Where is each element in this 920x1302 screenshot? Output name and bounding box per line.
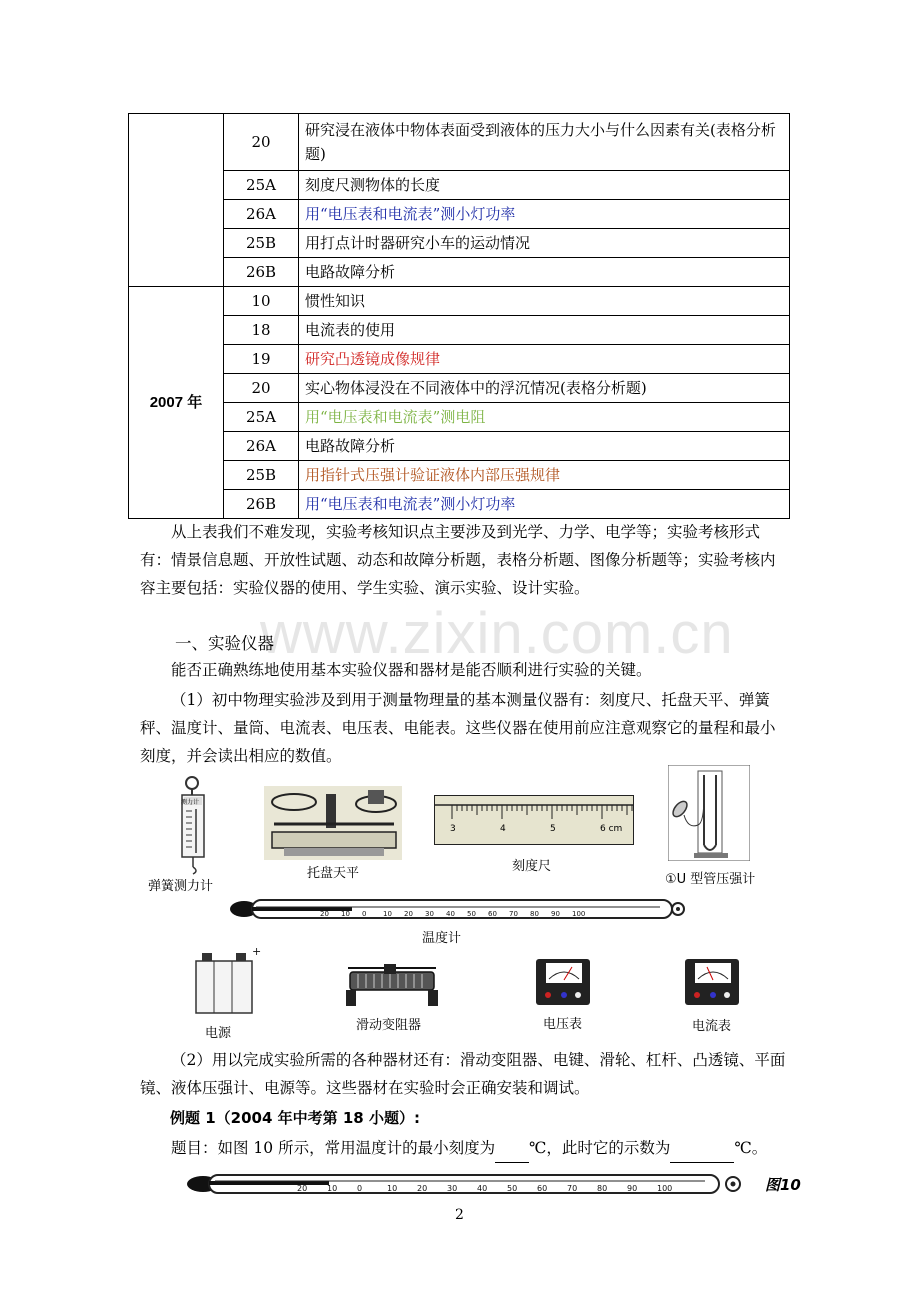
watermark: www.zixin.com.cn: [260, 601, 734, 666]
table-row: [129, 432, 790, 461]
table-row: [129, 287, 790, 316]
question-number: 10: [224, 287, 299, 316]
question-topic: 刻度尺测物体的长度: [299, 171, 790, 200]
question-number: 25B: [224, 229, 299, 258]
scale-tick-label: 50: [507, 1184, 518, 1193]
question-number: 26B: [224, 258, 299, 287]
question-topic: 用“电压表和电流表”测小灯功率: [299, 490, 790, 519]
rheostat-label: 滑动变阻器: [356, 1018, 422, 1033]
scale-tick-label: 10: [327, 1184, 338, 1193]
battery-figure: [192, 947, 262, 1015]
scale-tick-label: 20: [417, 1184, 428, 1193]
u-tube-figure: [668, 765, 750, 861]
voltmeter-label: 电压表: [543, 1017, 583, 1032]
scale-tick-label: 10: [341, 910, 350, 918]
question-topic: 研究凸透镜成像规律: [299, 345, 790, 374]
scale-tick-label: 100: [572, 910, 586, 918]
scale-tick-label: 20: [320, 910, 329, 918]
scale-tick-label: 20: [404, 910, 413, 918]
question-topic: 用“电压表和电流表”测电阻: [299, 403, 790, 432]
answer-blank-reading[interactable]: [670, 1134, 734, 1163]
scale-tick-label: 90: [551, 910, 560, 918]
ruler-tick-label: 6 cm: [600, 824, 623, 834]
intro-paragraph: 能否正确熟练地使用基本实验仪器和器材是能否顺利进行实验的关键。: [171, 661, 652, 679]
question-topic: 电路故障分析: [299, 258, 790, 287]
question-number: 20: [224, 114, 299, 171]
question-number: 25A: [224, 171, 299, 200]
question-number: 19: [224, 345, 299, 374]
ruler-tick-label: 4: [500, 824, 506, 834]
table-row: [129, 258, 790, 287]
question-topic: 用“电压表和电流表”测小灯功率: [299, 200, 790, 229]
table-row: [129, 200, 790, 229]
scale-tick-label: 0: [357, 1184, 363, 1193]
point2-paragraph: （2）用以完成实验所需的各种器材还有：滑动变阻器、电键、滑轮、杠杆、凸透镜、平面镜、液体压强计、电源等。这些器材在实验时会正确安装和调试。: [140, 1051, 786, 1097]
ruler-figure: [434, 795, 634, 845]
table-row: [129, 403, 790, 432]
scale-tick-label: 100: [657, 1184, 673, 1193]
year-cell-empty: [129, 114, 224, 287]
question-number: 25A: [224, 403, 299, 432]
scale-tick-label: 10: [383, 910, 392, 918]
scale-tick-label: 80: [597, 1184, 608, 1193]
question-topic: 用指针式压强计验证液体内部压强规律: [299, 461, 790, 490]
scale-tick-label: 50: [467, 910, 476, 918]
question-number: 26A: [224, 200, 299, 229]
question-text-end: ℃。: [734, 1139, 768, 1157]
ammeter-figure: [683, 953, 741, 1007]
scale-tick-label: 70: [509, 910, 518, 918]
table-row: [129, 461, 790, 490]
table-row: [129, 229, 790, 258]
year-cell: 2007 年: [129, 287, 224, 519]
question-number: 26B: [224, 490, 299, 519]
answer-blank-min-scale[interactable]: [495, 1134, 529, 1163]
question-number: 26A: [224, 432, 299, 461]
scale-tick-label: 30: [447, 1184, 458, 1193]
page-number: 2: [455, 1207, 464, 1223]
question-text-middle: ℃，此时它的示数为: [529, 1139, 671, 1157]
ruler-tick-label: 3: [450, 824, 456, 834]
scale-tick-label: 20: [297, 1184, 308, 1193]
scale-tick-label: 40: [446, 910, 455, 918]
spring-scale-label: 弹簧测力计: [148, 879, 214, 894]
spring-scale-figure: [170, 775, 230, 875]
ammeter-label: 电流表: [692, 1019, 732, 1034]
spring-scale-face-label: 测力计: [181, 799, 200, 806]
question-number: 25B: [224, 461, 299, 490]
question-topic: 用打点计时器研究小车的运动情况: [299, 229, 790, 258]
scale-tick-label: 10: [387, 1184, 398, 1193]
exam-table: [128, 113, 790, 519]
scale-tick-label: 80: [530, 910, 539, 918]
table-row: [129, 374, 790, 403]
scale-tick-label: 60: [488, 910, 497, 918]
rheostat-figure: [344, 964, 440, 1010]
section-title: 一、实验仪器: [175, 634, 274, 653]
question-number: 18: [224, 316, 299, 345]
scale-tick-label: 90: [627, 1184, 638, 1193]
point1-paragraph: （1）初中物理实验涉及到用于测量物理量的基本测量仪器有：刻度尺、托盘天平、弹簧秤、温度计、量筒、电流表、电压表、电能表。这些仪器在使用前应注意观察它的量程和最小刻度，并会读出相应的数值。: [140, 691, 776, 765]
table-row: [129, 490, 790, 519]
figure10-caption: 图10: [765, 1176, 801, 1194]
table-row: [129, 345, 790, 374]
scale-tick-label: 40: [477, 1184, 488, 1193]
thermometer-label: 温度计: [422, 931, 462, 946]
example-title: 例题 1（2004 年中考第 18 小题）:: [170, 1109, 420, 1127]
svg-text:+: +: [252, 947, 262, 958]
ruler-tick-label: 5: [550, 824, 556, 834]
table-row: [129, 114, 790, 171]
question-topic: 电流表的使用: [299, 316, 790, 345]
table-row: [129, 171, 790, 200]
u-tube-label: ①U 型管压强计: [665, 872, 756, 887]
power-label: 电源: [205, 1026, 232, 1041]
ruler-label: 刻度尺: [512, 859, 552, 874]
thermometer-figure: [230, 896, 690, 922]
question-line: [140, 1134, 790, 1163]
summary-paragraph: 从上表我们不难发现，实验考核知识点主要涉及到光学、力学、电学等；实验考核形式有：情景信息题、开放性试题、动态和故障分析题，表格分析题、图像分析题等；实验考核内容主要包括：实验仪器的使用、学生实验、演示实验、设计实验。: [140, 523, 776, 597]
balance-label: 托盘天平: [307, 866, 360, 881]
question-topic: 实心物体浸没在不同液体中的浮沉情况(表格分析题): [299, 374, 790, 403]
scale-tick-label: 0: [362, 910, 367, 918]
question-topic: 惯性知识: [299, 287, 790, 316]
scale-tick-label: 30: [425, 910, 434, 918]
question-text-start: 题目：如图 10 所示，常用温度计的最小刻度为: [171, 1139, 496, 1157]
figure10-thermometer: [185, 1170, 805, 1198]
voltmeter-figure: [534, 953, 592, 1007]
balance-figure: [264, 786, 402, 860]
question-topic: 研究浸在液体中物体表面受到液体的压力大小与什么因素有关(表格分析题): [299, 114, 790, 171]
question-topic: 电路故障分析: [299, 432, 790, 461]
scale-tick-label: 60: [537, 1184, 548, 1193]
question-number: 20: [224, 374, 299, 403]
scale-tick-label: 70: [567, 1184, 578, 1193]
table-row: [129, 316, 790, 345]
